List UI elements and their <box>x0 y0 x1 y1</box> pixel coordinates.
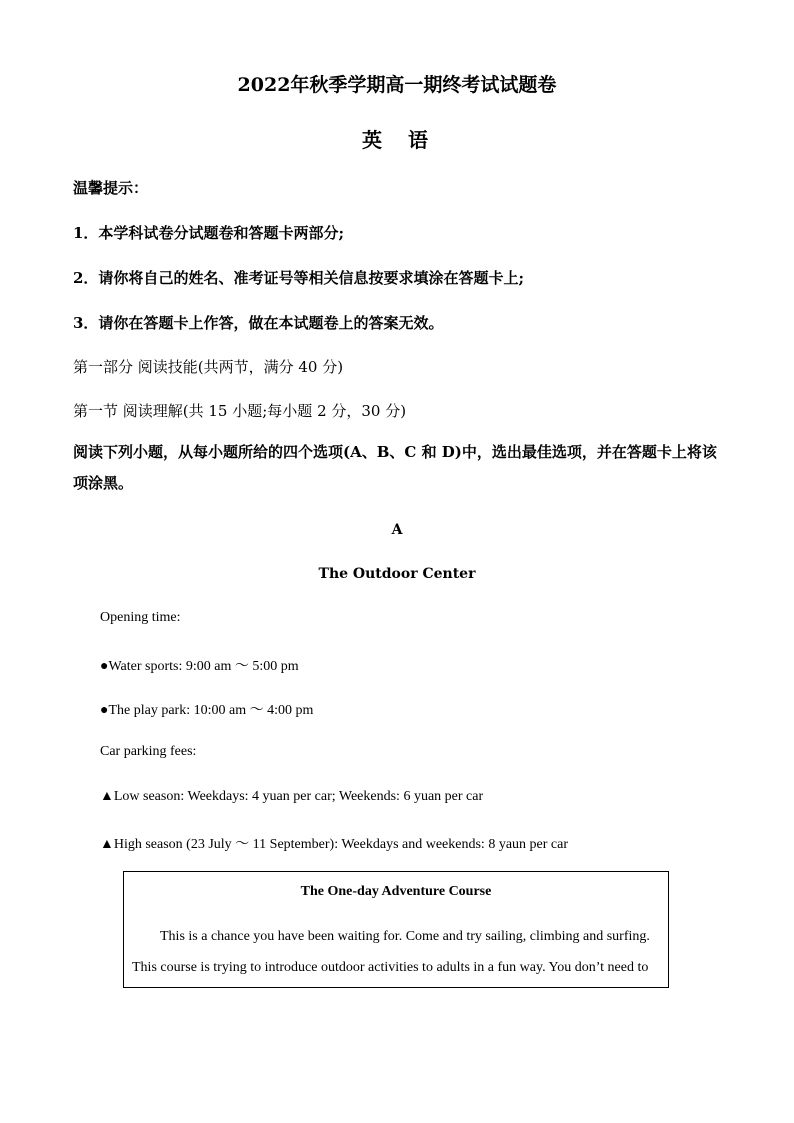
notice-item-3: 3．请你在答题卡上作答，做在本试题卷上的答案无效。 <box>73 314 444 332</box>
opening-time-label: Opening time: <box>100 610 181 625</box>
box-line-2: This course is trying to introduce outdoor activities to adults in a fun way. You don’t need to <box>132 960 649 975</box>
adventure-course-box <box>123 871 669 988</box>
subject-title <box>0 124 794 153</box>
notice-item-1: 1．本学科试卷分试题卷和答题卡两部分; <box>73 224 344 242</box>
subject-char-2: 语 <box>408 128 432 152</box>
box-line-1: This is a chance you have been waiting for. Come and try sailing, climbing and surfing. <box>160 929 650 944</box>
section-one-heading: 第一节 阅读理解(共 15 小题;每小题 2 分，30 分) <box>73 402 407 420</box>
water-sports-hours: ●Water sports: 9:00 am ～ 5:00 pm <box>100 659 299 674</box>
exam-title: 2022年秋季学期高一期终考试试题卷 <box>237 74 557 96</box>
passage-label: A <box>391 522 403 538</box>
low-season-fee: ▲Low season: Weekdays: 4 yuan per car; Weekends: 6 yuan per car <box>100 789 484 804</box>
parking-fees-label: Car parking fees: <box>100 744 197 759</box>
passage-title: The Outdoor Center <box>318 566 476 582</box>
play-park-hours: ●The play park: 10:00 am ～ 4:00 pm <box>100 703 314 718</box>
reading-instructions: 阅读下列小题，从每小题所给的四个选项(A、B、C 和 D)中，选出最佳选项，并在答题卡上将该项涂黑。 <box>73 443 717 492</box>
notice-item-2: 2．请你将自己的姓名、准考证号等相关信息按要求填涂在答题卡上; <box>73 269 524 287</box>
notice-heading: 温馨提示： <box>73 179 149 197</box>
high-season-fee: ▲High season (23 July ～ 11 September): Weekdays and weekends: 8 yaun per car <box>100 837 568 852</box>
part-one-heading: 第一部分 阅读技能(共两节，满分 40 分) <box>73 358 344 376</box>
box-title: The One-day Adventure Course <box>300 884 492 899</box>
subject-char-1: 英 <box>362 128 386 152</box>
